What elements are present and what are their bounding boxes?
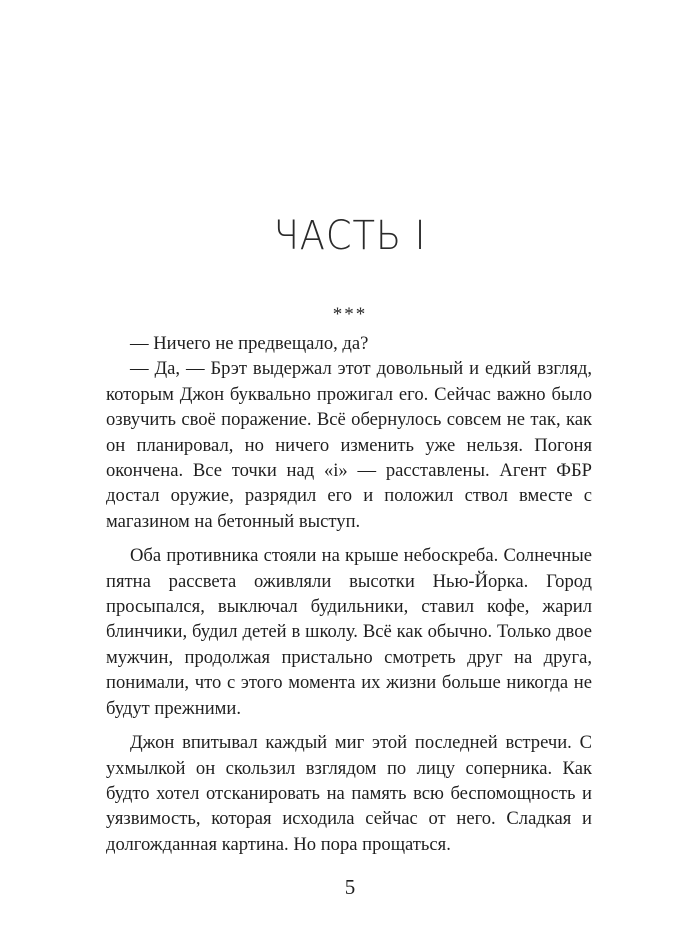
chapter-text bbox=[106, 331, 592, 857]
paragraph: — Ничего не предвещало, да? bbox=[130, 333, 369, 354]
paragraph: Джон впитывал каждый миг этой последней встречи. С ухмылкой он скользил взглядом по лицу соперника. Как будто хотел отсканировать на память всю беспомощность и уязвимость, которая исходила сейчас от него. Сладкая и долгожданная картина. Но пора прощаться. bbox=[106, 732, 592, 855]
page-number: 5 bbox=[344, 875, 356, 899]
paragraph: Оба противника стояли на крыше небоскреба. Солнечные пятна рассвета оживляли высотки Нью-Йорка. Город просыпался, выключал будильники, ставил кофе, жарил блинчики, будил детей в школу. Всё как обычно. Только двое мужчин, продолжая пристально смотреть друг на друга, понимали, что с этого момента их жизни больше никогда не будут прежними. bbox=[106, 545, 592, 719]
section-divider: *** bbox=[332, 304, 368, 325]
chapter-title: ЧАСТЬ I bbox=[273, 213, 427, 259]
paragraph: — Да, — Брэт выдержал этот довольный и едкий взгляд, которым Джон буквально прожигал его. Сейчас важно было озвучить своё поражение. Всё обернулось совсем не так, как он планировал, но ничего изменить уже нельзя. Погоня окончена. Все точки над «i» — расставлены. Агент ФБР достал оружие, разрядил его и положил ствол вместе с магазином на бетонный выступ. bbox=[106, 358, 592, 532]
